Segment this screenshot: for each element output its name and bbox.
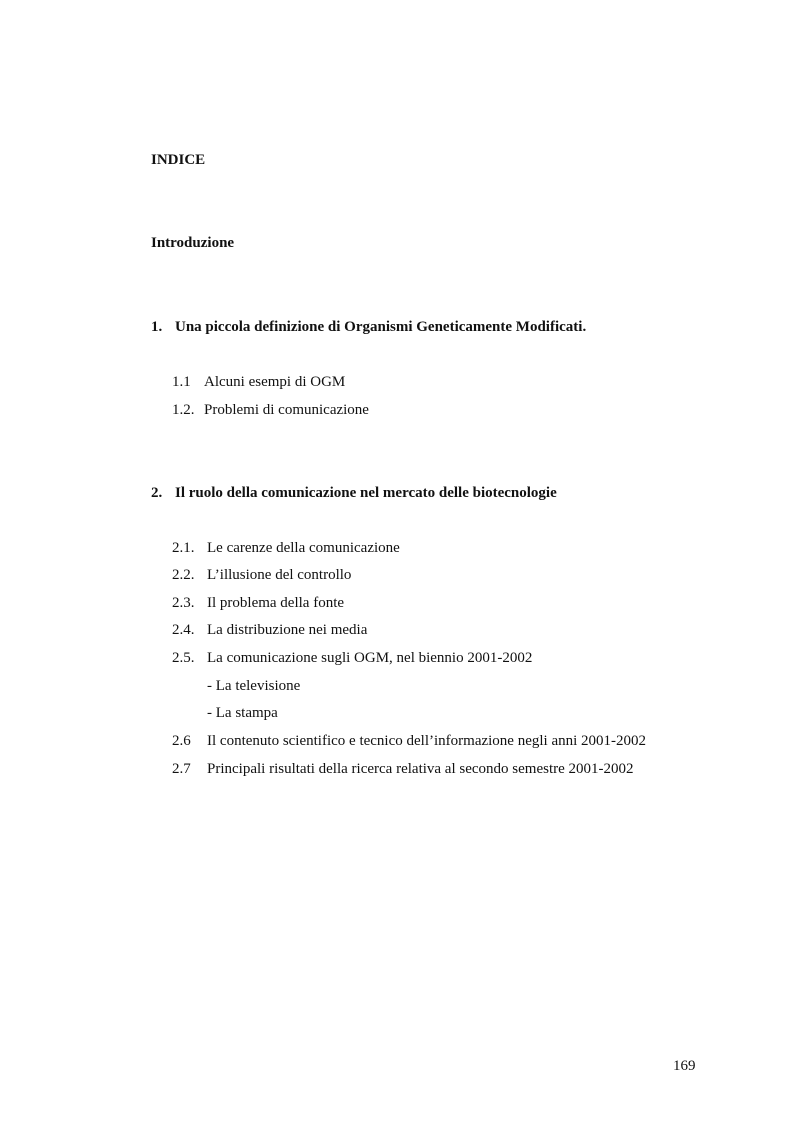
section-number: 2.4. xyxy=(172,622,195,638)
section-number: 2.5. xyxy=(172,650,195,666)
toc-subsection: - La televisione xyxy=(207,678,301,694)
section-title: Le carenze della comunicazione xyxy=(207,540,400,556)
section-title: Il problema della fonte xyxy=(207,595,345,611)
section-title: Principali risultati della ricerca relativa al secondo semestre 2001-2002 xyxy=(207,761,634,777)
toc-section-2-3 xyxy=(172,594,344,612)
page-title: INDICE xyxy=(151,152,206,168)
toc-introduction: Introduzione xyxy=(151,235,235,251)
section-title: Problemi di comunicazione xyxy=(204,402,369,418)
section-title: L’illusione del controllo xyxy=(207,567,352,583)
section-title: Alcuni esempi di OGM xyxy=(204,374,346,390)
toc-section-2-5 xyxy=(172,649,532,667)
toc-section-2-6 xyxy=(172,732,646,750)
chapter-number: 1. xyxy=(151,319,163,335)
toc-chapter-2 xyxy=(151,484,557,502)
section-number: 2.2. xyxy=(172,567,195,583)
toc-section-2-1 xyxy=(172,539,400,557)
toc-chapter-1 xyxy=(151,318,586,336)
section-number: 2.6 xyxy=(172,733,191,749)
toc-section-1-1 xyxy=(172,373,345,391)
section-number: 1.2. xyxy=(172,402,195,418)
toc-section-2-2 xyxy=(172,566,351,584)
toc-subsection: - La stampa xyxy=(207,705,278,721)
chapter-number: 2. xyxy=(151,485,163,501)
section-number: 2.1. xyxy=(172,540,195,556)
toc-section-2-4 xyxy=(172,621,367,639)
page-number: 169 xyxy=(673,1058,696,1074)
section-title: La comunicazione sugli OGM, nel biennio 2001-2002 xyxy=(207,650,533,666)
section-number: 2.7 xyxy=(172,761,191,777)
section-number: 1.1 xyxy=(172,374,191,390)
section-title: La distribuzione nei media xyxy=(207,622,368,638)
section-number: 2.3. xyxy=(172,595,195,611)
toc-section-1-2 xyxy=(172,401,369,419)
section-title: Il contenuto scientifico e tecnico dell’informazione negli anni 2001-2002 xyxy=(207,733,647,749)
chapter-title: Una piccola definizione di Organismi Geneticamente Modificati. xyxy=(175,319,587,335)
toc-section-2-7 xyxy=(172,760,634,778)
chapter-title: Il ruolo della comunicazione nel mercato delle biotecnologie xyxy=(175,485,557,501)
